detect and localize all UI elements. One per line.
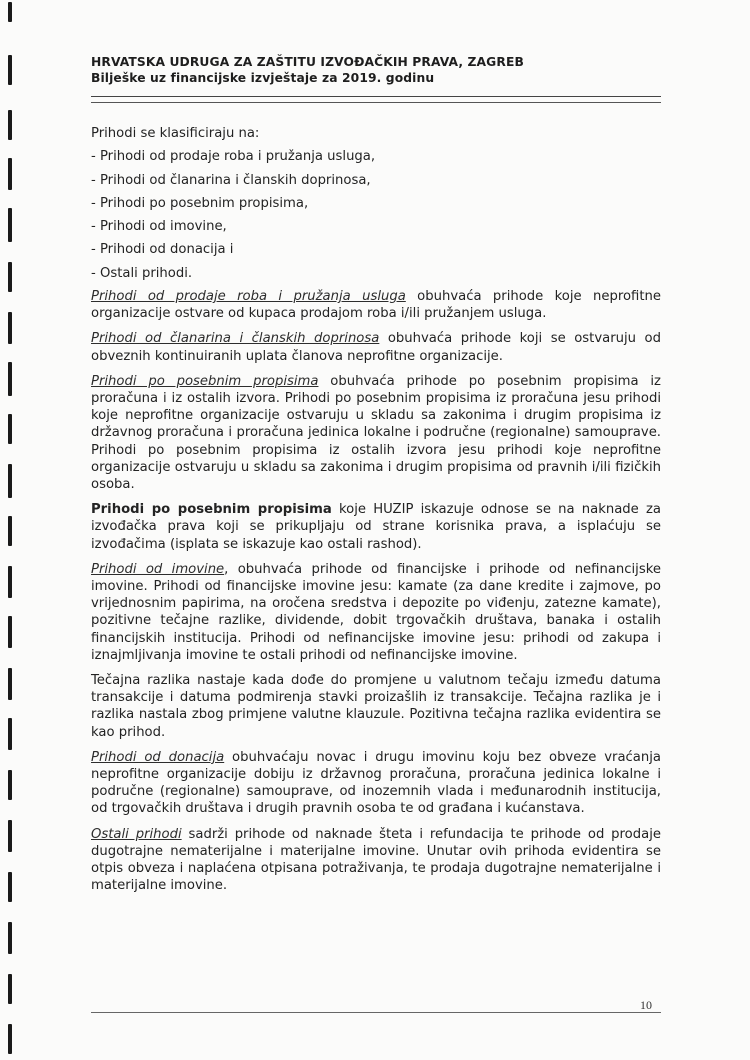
paragraph-text: koje HUZIP iskazuje odnose se na naknade za izvođačka prava koji se prikupljaju od strane korisnika prava, a isplaćuju se izvođačima (isplata se iskazuje kao ostali rashod). [91, 502, 661, 552]
term-donations: Prihodi od donacija [91, 749, 225, 765]
footer-rule [91, 1012, 661, 1013]
list-item: - Prihodi po posebnim propisima, [91, 195, 309, 211]
term-membership-income: Prihodi od članarina i članskih doprinosa [91, 331, 380, 347]
paragraph-membership-income [91, 330, 661, 364]
paragraph-huzip-special-regulations [91, 501, 661, 553]
term-sales-income: Prihodi od prodaje roba i pružanja usluga [91, 288, 406, 304]
paragraph-text: obuhvaća prihode koji se ostvaruju od obveznih kontinuiranih uplata članova neprofitne organizacije. [91, 331, 661, 364]
page-number: 10 [640, 998, 652, 1012]
document-subtitle: Bilješke uz financijske izvještaje za 2019. godinu [91, 71, 435, 85]
paragraph-other-income [91, 826, 661, 895]
binding-marks [8, 0, 14, 1060]
paragraph-exchange-difference: Tečajna razlika nastaje kada dođe do promjene u valutnom tečaju između datuma transakcije i datuma podmirenja stavki proizašlih iz transakcije. Tečajna razlika je i razlika nastala zbog primjene valutne klauzule. Pozitivna tečajna razlika evidentira se kao prihod. [91, 673, 661, 740]
paragraph-property-income [91, 561, 661, 664]
paragraph-special-regulations [91, 373, 661, 493]
list-item: - Prihodi od članarina i članskih doprinosa, [91, 172, 371, 188]
term-special-regulations: Prihodi po posebnim propisima [91, 373, 319, 389]
paragraph-text: obuhvaća prihode po posebnim propisima iz proračuna i iz ostalih izvora. Prihodi po posebnim propisima iz proračuna jesu prihodi koje neprofitne organizacije ostvaruju u skladu sa zakonima i drugim propisima iz državnog proračuna i proračuna jedinica lokalne i područne (regionalne) samouprave. Prihodi po posebnim propisima iz ostalih izvora jesu prihodi koje neprofitne organizacije ostvaruju u skladu sa zakonima i drugim propisima od pravnih i/ili fizičkih osoba. [91, 373, 661, 493]
income-classification-list [91, 148, 661, 282]
list-item: - Prihodi od donacija i [91, 242, 234, 258]
list-item: - Prihodi od imovine, [91, 219, 227, 235]
page-body [91, 125, 661, 894]
list-item: - Ostali prihodi. [91, 265, 193, 281]
bold-term-special-regulations: Prihodi po posebnim propisima [91, 502, 332, 518]
paragraph-donations [91, 749, 661, 818]
header-rule [91, 96, 661, 103]
list-item: - Prihodi od prodaje roba i pružanja usluga, [91, 149, 376, 165]
term-other-income: Ostali prihodi [91, 826, 182, 842]
organization-title: HRVATSKA UDRUGA ZA ZAŠTITU IZVOĐAČKIH PRAVA, ZAGREB [91, 55, 524, 69]
paragraph-text: sadrži prihode od naknade šteta i refundacija te prihode od prodaje dugotrajne nematerijalne i materijalne imovine. Unutar ovih prihoda evidentira se otpis obveza i naplaćena otpisana potraživanja, te prodaja dugotrajne nematerijalne i materijalne imovine. [91, 826, 661, 894]
intro-text: Prihodi se klasificiraju na: [91, 126, 260, 141]
paragraph-sales-income [91, 288, 661, 322]
term-property-income: Prihodi od imovine [91, 561, 225, 577]
paragraph-text: obuhvaćaju novac i drugu imovinu koju bez obveze vraćanja neprofitne organizacije dobiju iz državnog proračuna, proračuna jedinica lokalne i područne (regionalne) samouprave, od inozemnih vlada i međunarodnih institucija, od trgovačkih društava i drugih pravnih osoba te od građana i kućanstava. [91, 749, 661, 817]
paragraph-text: , obuhvaća prihode od financijske i prihode od nefinancijske imovine. Prihodi od financijske imovine jesu: kamate (za dane kredite i zajmove, po vrijednosnim papirima, na oročena sredstva i depozite po viđenju, zatezne kamate), pozitivne tečajne razlike, dividende, dobit trgovačkih društava, banaka i ostalih financijskih institucija. Prihodi od nefinancijske imovine jesu: prihodi od zakupa i iznajmljivanja imovine te ostali prihodi od nefinancijske imovine. [91, 561, 661, 663]
paragraph-text: obuhvaća prihode koje neprofitne organizacije ostvare od kupaca prodajom roba i/ili pružanjem usluga. [91, 288, 662, 322]
document-header [91, 54, 663, 86]
